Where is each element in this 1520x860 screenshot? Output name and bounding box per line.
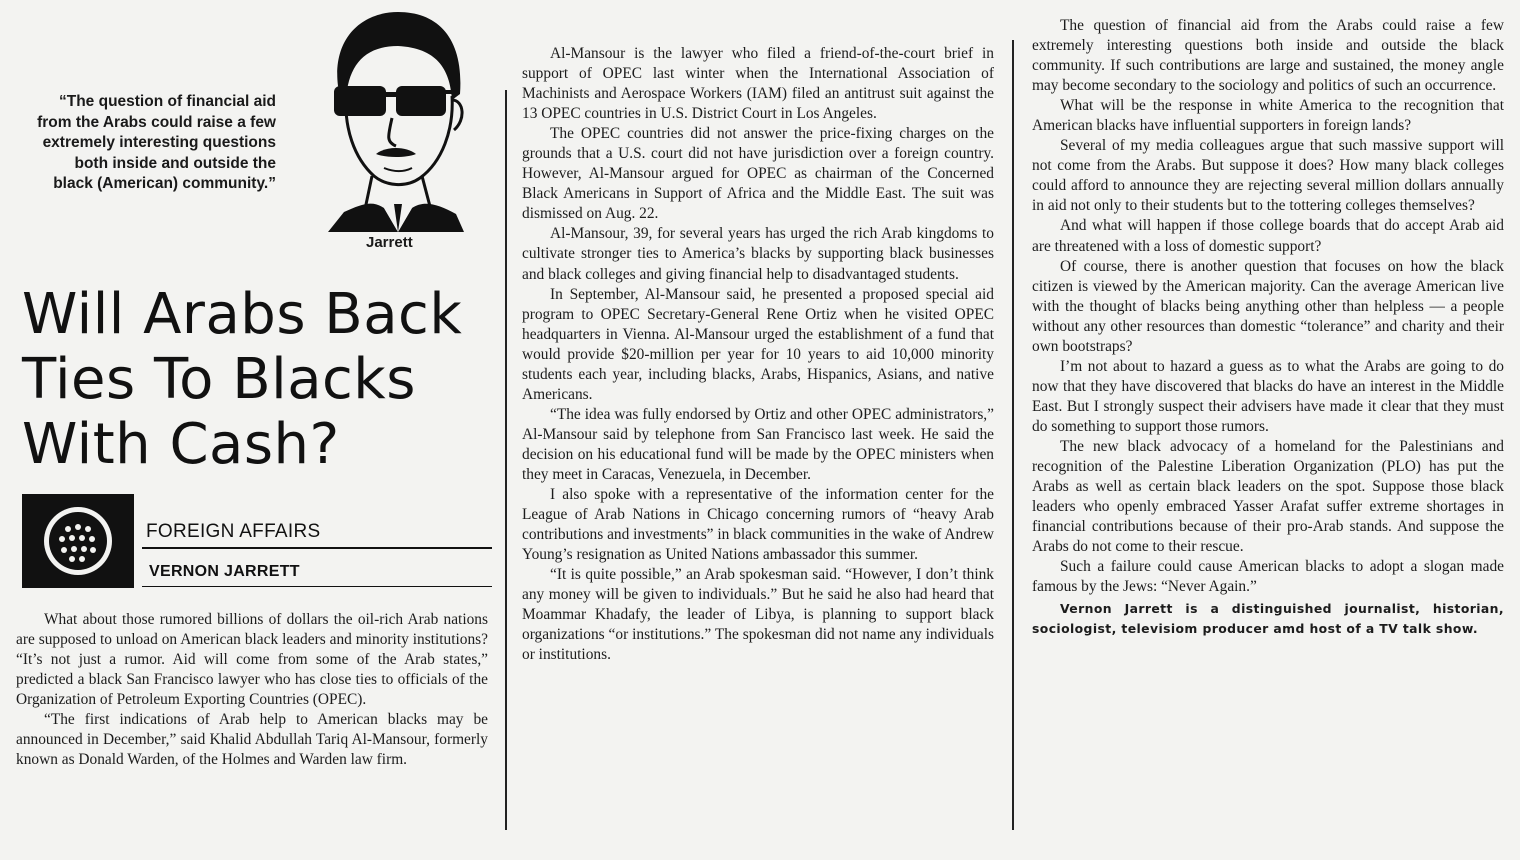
author-portrait-image xyxy=(314,8,476,233)
paragraph: What will be the response in white America to the recognition that American blacks have influential supporters in foreign lands? xyxy=(1032,97,1504,135)
paragraph: “The first indications of Arab help to American blacks may be announced in December,” said Khalid Abdullah Tariq Al-Mansour, formerly known as Donald Warden, of the Holmes and Warden law firm. xyxy=(16,711,488,769)
paragraph: “The idea was fully endorsed by Ortiz and other OPEC administrators,” Al-Mansour said by telephone from San Francisco last week. He said the decision on his educational fund will be made by the OPEC ministers when they meet in Caracas, Venezuela, in December. xyxy=(522,405,994,483)
column-2-body xyxy=(522,44,994,665)
paragraph: Several of my media colleagues argue that such massive support will not come from the Arabs. But suppose it does? How many black colleges could afford to announce they are rejecting several million dollars annually in aid not only to their students but to the tottering colleges themselves? xyxy=(1032,137,1504,215)
section-logo xyxy=(22,494,134,588)
paragraph: The new black advocacy of a homeland for the Palestinians and recognition of the Palestine Liberation Organization (PLO) has put the Arabs as well as certain black leaders on the spot. Suppose those black leaders who openly embraced Yasser Arafat suffer extreme shortages in financial contributions because of their pro-Arab stands. And suppose the Arabs do not come to their rescue. xyxy=(1032,437,1504,556)
paragraph: The OPEC countries did not answer the price-fixing charges on the grounds that a U.S. court did not have jurisdiction over a foreign country. However, Al-Mansour argued for OPEC as chairman of the Concerned Black Americans in Support of Africa and the Middle East. The suit was dismissed on Aug. 22. xyxy=(522,125,994,223)
paragraph: Al-Mansour is the lawyer who filed a friend-of-the-court brief in support of OPEC last winter when the International Association of Machinists and Aerospace Workers (IAM) filed an antitrust suit against the 13 OPEC countries in U.S. District Court in Los Angeles. xyxy=(522,45,994,123)
portrait-sketch-icon xyxy=(314,8,476,233)
paragraph: Such a failure could cause American blacks to adopt a slogan made famous by the Jews: “Never Again.” xyxy=(1032,558,1504,596)
globe-icon xyxy=(22,494,134,588)
column-divider xyxy=(505,90,507,830)
section-divider xyxy=(142,547,492,549)
byline: VERNON JARRETT xyxy=(149,563,300,580)
headline: Will Arabs Back Ties To Blacks With Cash? xyxy=(22,282,463,477)
portrait-caption: Jarrett xyxy=(366,234,413,251)
section-label: FOREIGN AFFAIRS xyxy=(146,521,321,542)
paragraph: What about those rumored billions of dollars the oil-rich Arab nations are supposed to unload on American black leaders and minority institutions? “It’s not just a rumor. Aid will come from some of the Arab states,” predicted a black San Francisco lawyer who has close ties to officials of the Organization of Petroleum Exporting Countries (OPEC). xyxy=(16,611,488,709)
paragraph: The question of financial aid from the Arabs could raise a few extremely interesting questions both inside and outside the black community. If such contributions are large and sustained, the money angle may become secondary to the sociology and politics of such an occurrence. xyxy=(1032,17,1504,95)
paragraph: I’m not about to hazard a guess as to what the Arabs are going to do now that they have discovered that blacks do have an interest in the Middle East. But I strongly suspect their advisers have made it clear that they must do something to support those rumors. xyxy=(1032,357,1504,435)
paragraph: In September, Al-Mansour said, he presented a proposed special aid program to OPEC Secretary-General Rene Ortiz when he visited OPEC headquarters in Vienna. Al-Mansour urged the establishment of a fund that would provide $20-million per year for 10 years to aid 10,000 minority students each year, including blacks, Arabs, Hispanics, Asians, and native Americans. xyxy=(522,285,994,403)
column-divider xyxy=(1012,40,1014,830)
byline-divider xyxy=(142,586,492,587)
column-1-body xyxy=(16,610,488,770)
pull-quote: “The question of financial aid from the Arabs could raise a few extremely interesting questions both inside and outside the black (American) community.” xyxy=(37,93,276,192)
column-1 xyxy=(14,0,492,860)
column-3-body xyxy=(1032,16,1504,639)
paragraph: I also spoke with a representative of the information center for the League of Arab Nations in Chicago concerning rumors of “heavy Arab contributions and investments” in black communities in the wake of Andrew Young’s resignation as United Nations ambassador this summer. xyxy=(522,486,994,564)
paragraph: Of course, there is another question that focuses on how the black citizen is viewed by the American majority. Can the average American live with the thought of blacks being anything other than helpless — a people without any other resources than domestic “tolerance” and charity and their own bootstraps? xyxy=(1032,257,1504,355)
author-bio: Vernon Jarrett is a distinguished journalist, historian, sociologist, televisiom producer amd host of a TV talk show. xyxy=(1032,601,1504,637)
paragraph: Al-Mansour, 39, for several years has urged the rich Arab kingdoms to cultivate stronger ties to America’s blacks by supporting black businesses and black colleges and giving financial help to disadvantaged students. xyxy=(522,225,994,283)
paragraph: And what will happen if those college boards that do accept Arab aid are threatened with a loss of domestic support? xyxy=(1032,217,1504,255)
paragraph: “It is quite possible,” an Arab spokesman said. “However, I don’t think any money will be given to individuals.” But he said he also had heard that Moammar Khadafy, the leader of Libya, is planning to support black organizations “or institutions.” The spokesman did not name any individuals or institutions. xyxy=(522,566,994,664)
